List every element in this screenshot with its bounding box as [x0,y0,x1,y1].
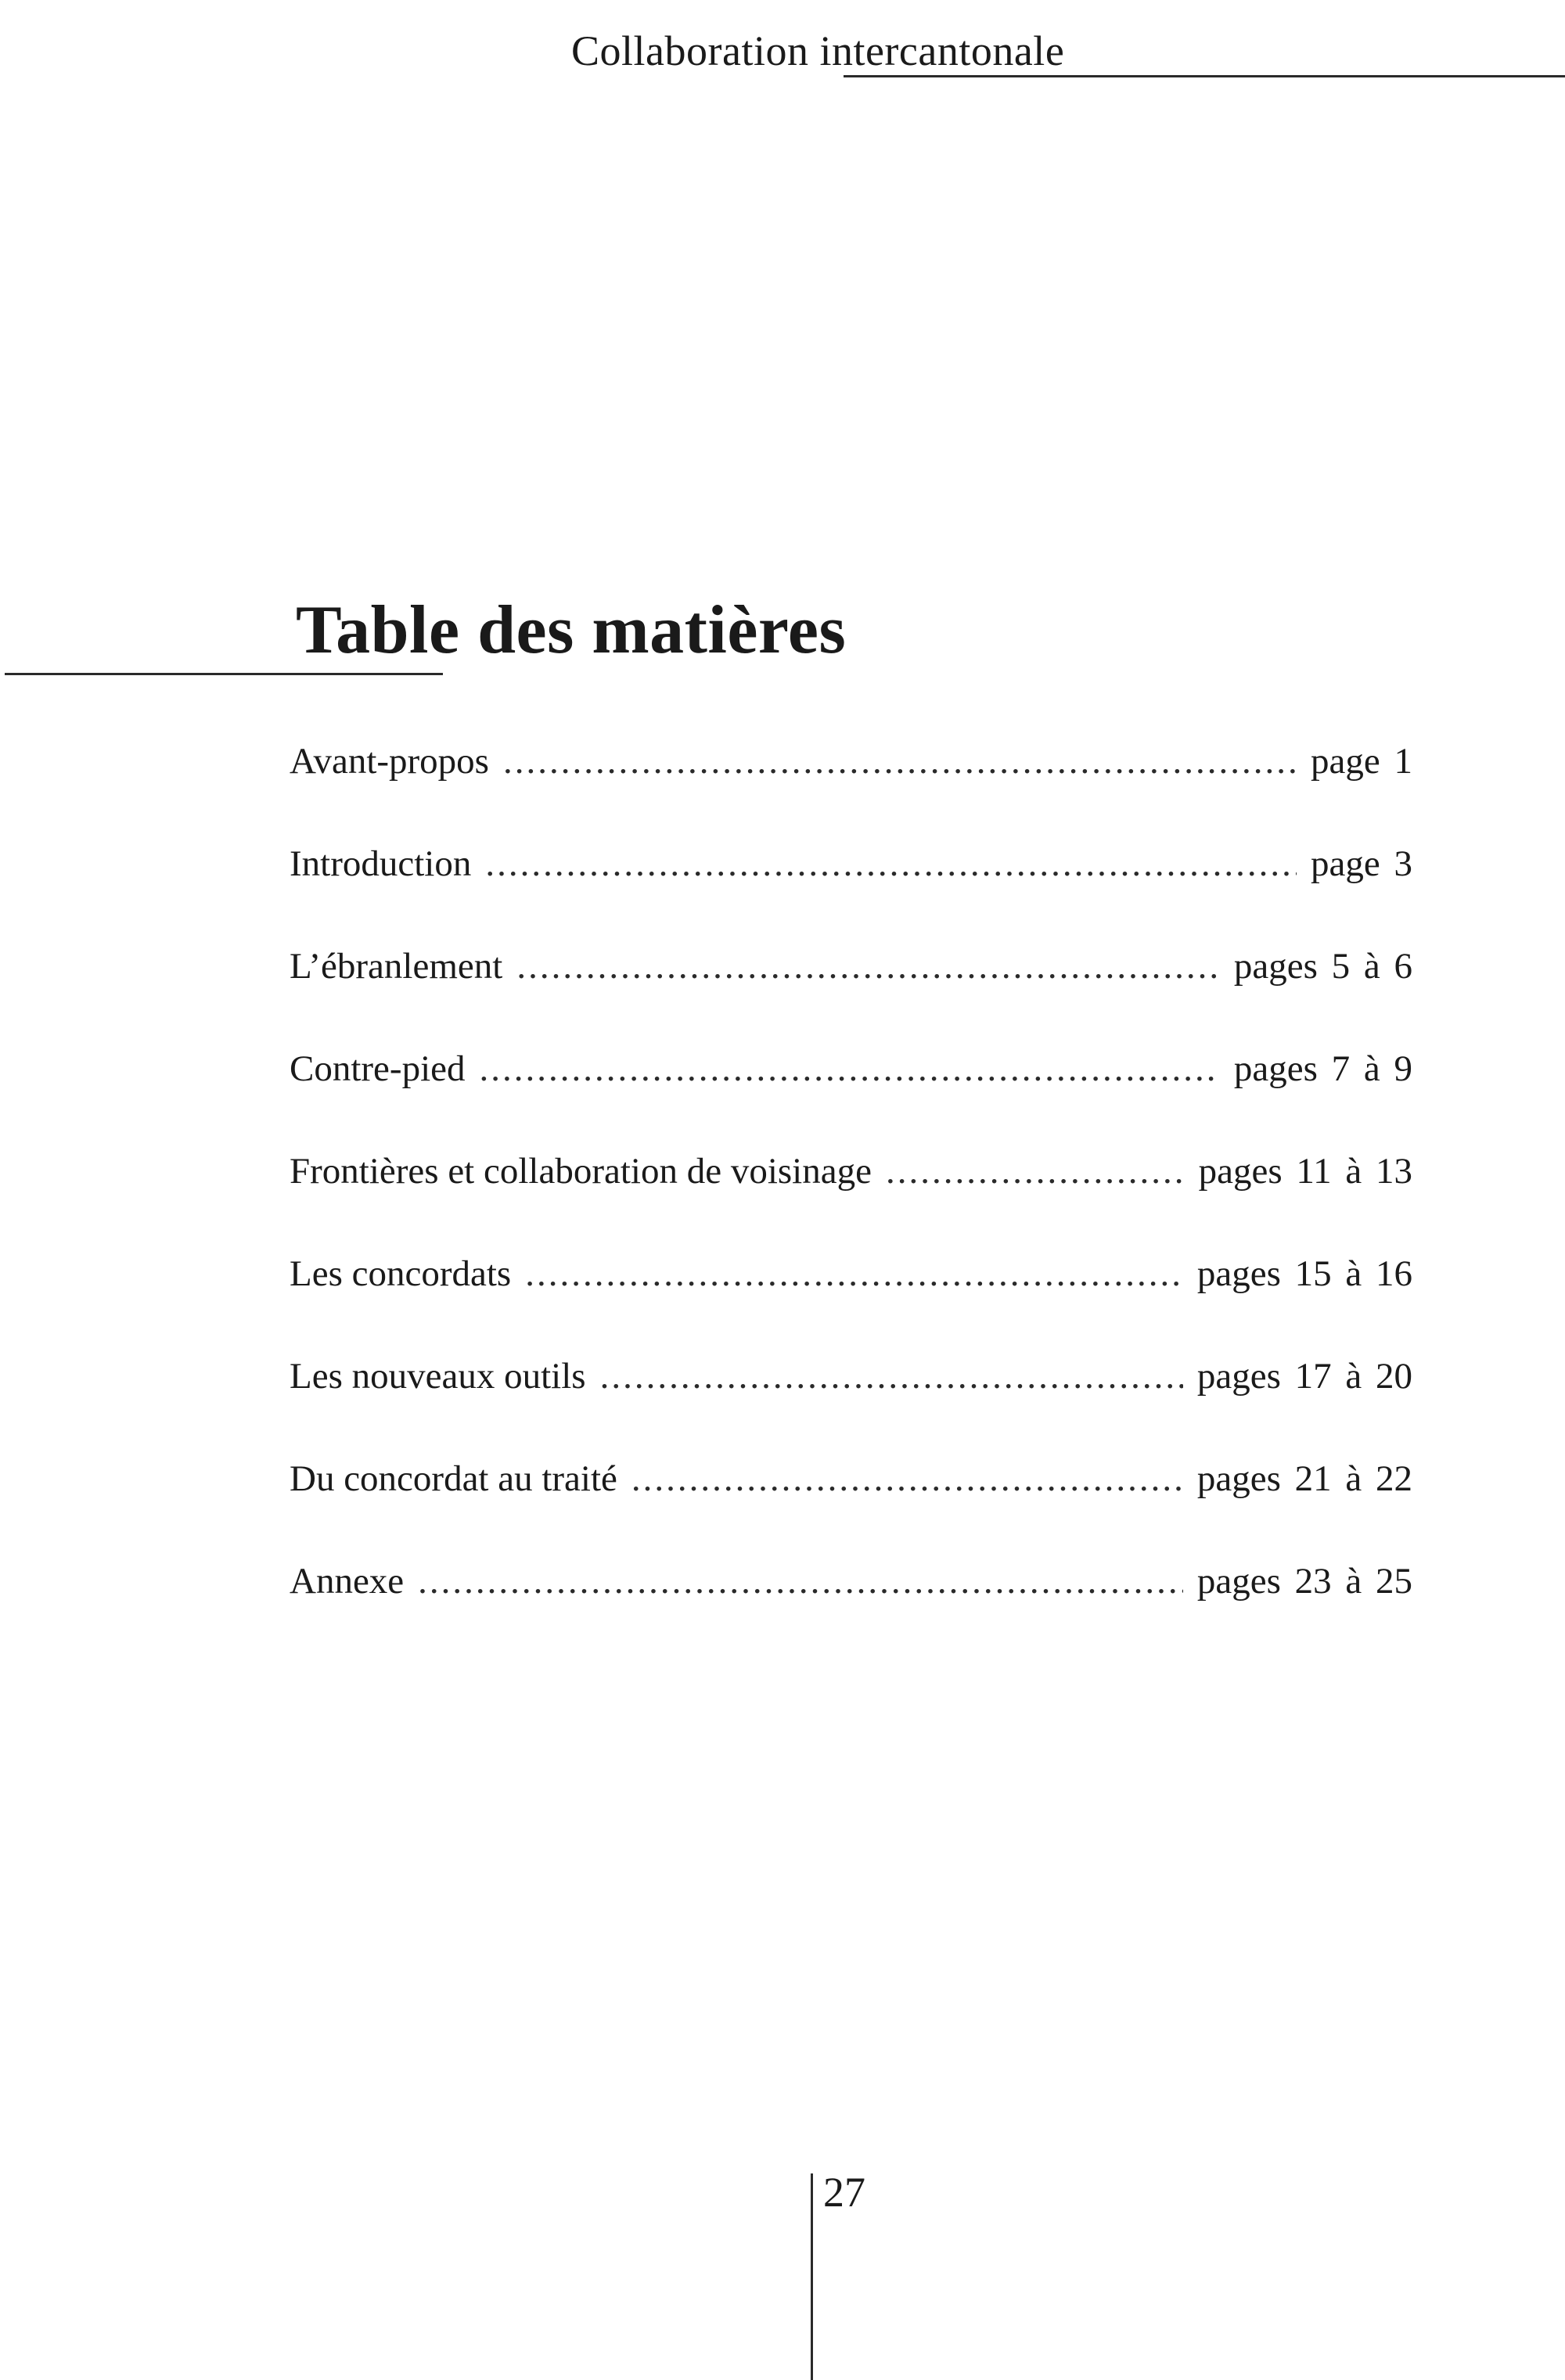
toc-entry-pages: pages 11 à 13 [1198,1151,1412,1192]
toc-leader-dots [600,1358,1183,1395]
toc-entry-pages: pages 7 à 9 [1233,1048,1412,1089]
toc-entry-concordats [290,1253,1412,1358]
toc-leader-dots [485,846,1297,883]
toc-entry-pages: pages 21 à 22 [1196,1458,1412,1499]
header-rule [844,75,1565,77]
toc-leader-dots [418,1563,1183,1600]
page-number: 27 [823,2169,865,2216]
toc-entry-label: Frontières et collaboration de voisinage [290,1151,872,1192]
toc-title: Table des matières [296,592,847,668]
toc-entry-introduction [290,843,1412,948]
toc-leader-dots [631,1461,1183,1497]
toc-leader-dots [525,1256,1183,1292]
toc-leader-dots [886,1153,1185,1190]
toc-entry-pages: pages 23 à 25 [1196,1561,1412,1602]
toc-entry-nouveaux-outils [290,1358,1412,1461]
toc-list [290,743,1412,1666]
toc-entry-pages: pages 15 à 16 [1196,1253,1412,1294]
toc-entry-pages: pages 5 à 6 [1233,946,1412,987]
toc-entry-label: Du concordat au traité [290,1458,617,1499]
toc-entry-frontieres [290,1153,1412,1256]
title-rule [5,673,443,675]
toc-entry-label: Annexe [290,1561,405,1602]
toc-entry-pages: page 1 [1311,741,1412,782]
toc-entry-label: L’ébranlement [290,946,503,987]
toc-entry-label: Les nouveaux outils [290,1356,586,1397]
toc-entry-label: Les concordats [290,1253,512,1294]
toc-entry-pages: page 3 [1311,843,1412,884]
toc-entry-label: Avant-propos [290,741,489,782]
toc-leader-dots [480,1051,1220,1088]
toc-entry-pages: pages 17 à 20 [1196,1356,1412,1397]
toc-entry-label: Contre-pied [290,1048,466,1089]
toc-leader-dots [516,948,1220,985]
toc-leader-dots [503,743,1297,780]
toc-entry-contre-pied [290,1048,1412,1153]
running-header: Collaboration intercantonale [571,27,1065,74]
toc-entry-avant-propos [290,743,1412,846]
toc-entry-concordat-traite [290,1458,1412,1563]
footer-rule [811,2173,813,2380]
toc-entry-annexe [290,1563,1412,1666]
toc-entry-ebranlement [290,948,1412,1051]
toc-entry-label: Introduction [290,843,472,884]
